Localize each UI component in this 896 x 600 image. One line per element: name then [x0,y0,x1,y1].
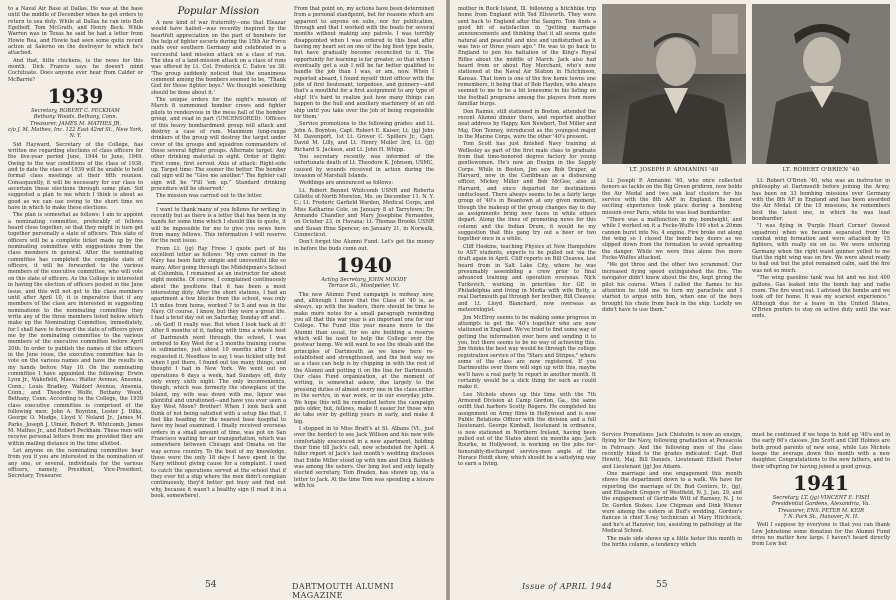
paragraph: The mission was carried out to the letter. [156,193,263,200]
secretary-line: Secretary, ROBERT C. PECKHAM [31,108,120,115]
class-year-heading: 1940 [336,253,392,278]
paragraph: Let anyone on the nominating committee hear from you if you are interested in the nomination of any one, or several, individuals for the various officers, namely, President, Vice-President, Secretary, Treasurer. [8,448,143,480]
paragraph: Don Raimie, still stationed in Boston, attended the recent Alumni dinner there, and reported another neat address by Happy. Ken Newbert, Ted Miller and Maj. Don Tenney, introduced as the youngest major in the Marine Corps, were the other '40's present. [458,108,596,140]
photo-caption-armanini: LT. JOSEPH P. ARMANINI '40 [629,167,719,173]
paragraph: From that point on, my actions have been determined from a personal standpoint, but for reasons which are apparent to anyone on subs, nor for publication, through and that I worked with the boats for several months without making any patrols. I was terribly disappointed when I was ordered to this boat after having my heart set on one of the big fleet type boats, but have gradually become reconciled to it. The opportunity for learning is far greater, so that when I eventually get a sub I will be far better qualified to handle the job than I was, or am, now. When I reported aboard, I found myself third officer with the jobs of first lieutenant, torpedoes, and gunnery—and that's a mouthful for a first assignment to any type of ship! It's hard to realize just how many things can happen to the hull and auxiliary machinery of an old ship until you take over the job of being responsible for them.' [294,6,434,120]
paragraph: Weddings are announced as follows: [299,180,394,187]
paragraph: I stopped in to Miss Bratt's at St. Albans (Vt., just over the border) to see Jack Willson and his new wife comfortably ensconced in a new apartment, holding their time till Jack's call, now scheduled for April. A fuller report of Jack's last month's wedding discloses that Eddie Miller stood up with him and Dick Baldock was among the ushers. Our long lost and only legally elected secretary, Tom Braden, has shown up, via a letter to Jack. At the time Tom was spending a leisure with his [294,425,434,489]
left-column-1 [8,6,143,481]
right-page [450,0,896,600]
paragraph: Service Promotions: Jack Chisholm is now an ensign, flying for the Navy, following graduation at Pensacola in February. And the following men of the class recently hiked to the grades indicated: Capt. Bud Hewitt, Maj. Bill Daniels, Lieutenant Elliott Foster and Lieutenant (jg) Joe Adams. [602,432,742,470]
paragraph: One marriage and one engagement this month shows the department down to a walk. We have for reporting the marriage of Dr. Bud Centers, Ir., (jg), and Elizabeth Gregory of Westfield, N. J., Jan. 29, and the engagement of Gertrude Witt of Ramsey, N. J. to Dr. Gordon Stokes. Lew Chipman and Dink Wiener were among the ushers at Bud's wedding. Gordon's fiancee is chief X-ray technician at Mary Hitchcock, and he's at Hanover, too, assisting in pathology at the Medical School. [602,471,742,535]
paragraph: "We got three and the other two scrammed. Our increased flying speed extinguished the fire. The navigator didn't know about the fire, kept giving the pilot his course. When I called the flames to his attention he told me to turn my parachute and I started to argue with him, when one of the boys brought his chute from back in the ship. Luckily we didn't have to use them." [602,262,742,313]
photo-caption-obrien: LT. ROBERT O'BRIEN '40 [782,167,860,173]
paragraph: Service promotions to the following grades: and Lt. John A. Boynton, Capt. Robert E. Kaiser, Lt. (jg) John M. Davenport, 1st Lt. Grover C. Spillers Jr., Capt. David M. Lilly, and Lt. Henry Muller 3rd, Lt. (jg) Richard S. Jackson, and Lt. John H. Whipp. [294,121,434,153]
armanini-photo-figure [602,4,746,164]
paragraph: Lt. Joseph P. Armanini '40, who once collected honors as tackle on the Big Green gridiron, now holds the Air Medal and two oak leaf clusters for his service with the 8th AAF in England. His most exciting experience took place during a bombing mission over Paris, while he was lead bombardier. [602,178,742,216]
popular-mission-heading: Popular Mission [177,6,260,17]
obrien-photo-figure [752,4,890,164]
paragraph: to a Naval Air Base at Dallas. He was at the base until the middle of December when he got orders to return to sea duty. While at Dallas he ran into Bob Egelhoff, Tom McGrath, and Henry Beck. While Warren was in Texas he said he had a letter from Howie Rea, and Howie had seen some quite recent action at Salerno on the destroyer to which he's attached. [8,6,143,57]
page-number: 55 [656,580,668,590]
paragraph: Jim McElroy seems to be making some progress in attempts to get the '40's together who are now stationed in England. We've tried to find some way of getting the information over here and sending it to you, but there seems to be no way of achieving this. Jim thinks the best way would be through the college registration service of the "Stars and Stripes," where some of the class are now registered. If you Dartmouths over there will sign up with this, maybe we'll have a real party to report in another month. It certainly would be a slick thing for such as could make it. [458,314,596,391]
paragraph: Lt. Robert Bennet Whitcomb USNR and Roberta Gillette of North Moreton, Mo. on December 11. N. Y. C.; Lt. Frederic Garfield Warden, Medical Corps, and Miss Katharine Cole, on January 8 at Tarrytown; Dr. Armando Chandler and Mary Josephine Fernandes, on October 23, in Havana; Lt. Thomas Brooks USNR and Susan Hine Spencer, on January 21, in Norwalk, Connecticut. [294,187,434,239]
paragraph: "There was a malfunction in my bombsight, and while I worked on it a Focke-Wulfe 190 shot a 20mm cannon burst into No. 4 engine. Fire broke out along the wing so I closed the bomb bay doors as we slipped down from the formation to avoid spreading the danger. While we were thus alone five more Focke-Wulfes attacked. [602,217,742,262]
secretary-line: Secretary, LT. (jg) VINCENT E. FISH [772,495,870,502]
section-divider [157,203,280,204]
paragraph: Lee Nichols shows up this time with the 7th Armored Division at Camp Gordon, Ga., the same outfit that harbors Scotty Rogers. He completed his assignment on Army films in Hollywood and is now Public Relations Officer with the division and a full lieutenant. George Kimball, lieutenant in ordnance, is now stationed in Northern Ireland, having been pulled out of the States about six months ago. Jack Rourke, in Hollywood, is working on the jobs for-honorably-discharged service-men angle of the Horace Heidt show, which should be a satisfying way to earn a living. [458,391,596,468]
treasurer-address: c/o J. M. Mathes, Inc. 122 East 42nd St., New York, N. Y. [8,127,143,140]
secretary-line: Acting Secretary, JOHN MOODY [321,277,407,284]
secretary-address: Presidential Gardens, Alexandria, Va. [771,501,871,508]
paragraph: "I was flying in 'Purple Heart Corner' (lowest squadron) when we became separated from the combat wing formation and were attacked by 15 fighters, with really six on us. We were entering Germany when the right waist gunner yelled to me that the right wing was on fire. We were about ready to bail out but the pilot remained calm, said the fire was not so much. [752,223,890,274]
paragraph: The unique orders for the night's mission of March 8 summoned bomber crews and fighter pilots to rendezvous in the mess hall of the bomber group, and read in part (UNCENSORED): 'Officers of this heavy bombardment group will attack and destroy a case of rum. Maximum long-range drinkers of the group will destroy the target under cover of the groups and squadron commanders of these several fighter groups. Alternate target: Any other drinking material in sight. Order of flight: First come, first served. Axis of attack: Right-side up. Target time: The sooner the better. The bomber call sign will be "Give me another." The fighter call sign will be "Fill 'em up." Standard drinking procedure will be observed.' [151,97,286,192]
paragraph: "The wing gasoline tank was hit and we lost 400 gallons. Gas leaked into the bomb bay and radio room. The fire went out. I advised the bombs and we took off for home. It was my scariest experience." Although due for a leave in the United States, O'Brien prefers to stay on active duty until the war ends. [752,275,890,320]
right-column-2 [602,178,742,314]
paragraph: Don't forget the Alumni Fund. Let's get the money in before the buds come out. [294,239,434,252]
page-footer: DARTMOUTH ALUMNI MAGAZINE [292,582,394,600]
class-year-heading: 1941 [793,471,849,496]
left-page [0,0,446,600]
right-column-1 [458,6,596,469]
left-column-3 [294,6,434,490]
portrait-photo-obrien [752,4,890,164]
paragraph: The new Alumni Fund campaign is midway now, and, although I know that the Class of '40 is, as always, up with the leaders, there should be time to make more notes for a small paragraph reminding you all that this war year is an important one for our College. The Fund this year means more to the Alumni than usual, for we are building a reserve which will be used to help the College over the postwar bump. We will want to see the ideals and the principles of Dartmouth as we knew here re-established and strengthened, and the best way we as a class can help is by chipping in with the rest of the Alumni and putting it on the line for Dartmouth. Our class Fund organization, at the moment of writing, is somewhat askew, due largely to the pressing duties of almost every one in the class either in the service, in war work, or in our everyday jobs. We hope this will be remedied before the campaign gets older, but, fellows, make it easier for those who do take over by getting yours in early, and make it big. [294,291,434,425]
portrait-photo-armanini [602,4,746,164]
treasurer-line: Treasurer, JAMES M. MATHES JR. [30,120,121,127]
right-bottom-column-2 [752,432,890,549]
right-bottom-column-1 [602,432,742,549]
secretary-address: Bethany Woods, Bethany, Conn. [33,114,118,121]
paragraph: must be continued if we hope to hold up '40's end in the early 60's classes. Jim Scott and Cliff Holmes are both proud parents of new sons, while Les Nichols keeps the average down this month with a new daughter. Congratulations to the new fathers, and to their offspring for having joined a good group. [752,432,890,470]
paragraph: Lt. Robert O'Brien '40, who was an instructor in philosophy at Dartmouth before joining the Army, has been on 33 bombing missions over Germany with the 8th AF in England and has been awarded the Air Medal. Of the 15 missions, he remembers best the latest one, in which he was lead bombardier. [752,178,890,223]
paragraph: mother in Rock Island, Ill. following a hitchhike trip home from England with Ted Ellsworth. They were sent back to England after the Sangro. Tom finds a good bit of satisfaction in "getting marriage announcements and thinking that it all seems quite natural and peaceful and nice and undisturbed as it was two or three years ago." He was to go back to England to join his battalion of the King's Royal Rifles about the middle of March. Jack also had heard from or about Roy Merchant, who's now stationed at the Naval Air Station in Hutchinson, Kansas. That town is one of the few home towns one remembers, it being that of Bob Hayden, who always seemed to me to be a bit lonesome in his listing on the football programs among the players from more familiar burgs. [458,6,596,108]
paragraph: Well I suppose by everyone is that you can thank Lew Johnstone some donation for the Alumni Fund drive no matter how large. I haven't heard directly from Lew but [752,522,890,548]
treasurer-line: Treasurer, ENS. PETER M. KEIR [777,507,865,514]
page-number: 54 [205,580,217,590]
paragraph: I want to thank many of you fellows for writing in recently but as there is a letter that has been in my hands for some time which I should like to quote, it will be impossible for me to give you news here from many fellows. This information I will reserve for the next issue. [151,206,286,245]
paragraph: You secretary recently was informed of the unfortunate death of Lt. Theodore K. Johnson, USMC, caused by wounds received in action during the invasion of Marshall Islands. [294,153,434,179]
right-column-3 [752,178,890,321]
page-footer: Issue of APRIL 1944 [522,582,613,591]
paragraph: Cliff Hoskins, teaching Physics at New Hampshire to AST students, expects to be pulled out via the draft again in April. Cliff reports on Bill Cleaves, last heard from in Salt Lake City, where he was presumably assembling a crew prior to final advanced training and operation overseas. Nick Turkevich, working in priorities for GE in Philadelphia and living in Media with wife Betty, a real Dartmouth gal through her brother, Bill Cleaves; and Lt. Lloyd Blanchard, now overseas as meteorologist. [458,243,596,314]
paragraph: The male side shows up a little faster this month in the births column, a tendency which [602,535,742,548]
left-column-2 [151,6,286,500]
paragraph: Tom Scott has just finished Navy training at Wellesley as part of the first male class to graduate from that time-honored degree factory for young gentlewomen. He's now an Ensign in the Supply Corps. While in Boston, Jim saw Bob Draper, at Harvard, now in the Caribbean as a disbursing officer, Mickey Miller and Bob McGee, also at Harvard, and since departed for destinations undisclosed. There always seems to be a fairly large group of '40's in Beantown at any given moment, though the makeup of the group changes day to day as assignments bring new faces in while others depart. Along the lines of promoting news for this column and the Indian Drum, it would be my suggestion that this gang try out a beer or two together once in a while. [458,141,596,243]
treasurer-address: 7 N. Park St., Hanover, N. H. [783,513,859,520]
paragraph: The plan is somewhat as follows: I am to appoint a nominating committee, preferably of fellows heard close together, so that they might in turn get together personally a slate of officers. This slate of officers will be a complete ticket made up by the nominating committee with suggestions from the class members in general. After the nominating committee has completed the complete slate of officers, it will be forwarded to the various members of the executive committee, who will vote on this slate of officers. As the College is interested in having the election of officers posted in the June issue, and this will not get to the class members until after April 10, it is imperative that if any members of the class are interested in suggesting nominations to the nominating committee they write any of the three members listed below which make up the Nominating Committee, immediately, for I shall have to forward the slate of officers given me by the nominating committee to the various members of the executive committee before April 20th. In order to publish the names of the officers in the June issue, the executive committee has to vote on the various names and have the results in my hands before May 10. On the nominating committee I have appointed the following: Erwin Lyon Jr., Wakefield, Mass.; Walter Avenue, Ansonia, Conn.; Louis Bradley, Waldorf Avenue, Ansonia, Conn.; and Theodore Wolfe, Bethany Wood, Bethany, Conn. According to the College, the 1939 class executive committee is comprised of the following men: John A. Boynton, Lester J. Dilks, George O. Mudge, Lloyd V. Noland Jr., James M. Parks, Joseph J. Ulmer, Robert R. Whitcomb, James M. Mathes Jr., and Robert Peckham. These men will receive personal letters from me provided they are within mailing distance in the time allotted. [8,212,143,447]
secretary-address: Terrace St., Montpelier, Vt. [328,283,400,290]
paragraph: Sid Hayward, Secretary of the College, has written me regarding elections of class officers for the five-year period June, 1944 to June, 1949. Owing to the war conditions of the class of 1938, and to date the class of 1939 will be unable to hold formal class meetings at their fifth reunion. Consequently, it will be necessary for our class to ascertain these elections through some plan. Sid suggested a plan to me which I think is about as good as we can use owing to the short time we have in which to make these elections. [8,141,143,212]
paragraph: And that, little chickens, is the news for this month. Dick Francis says he doesn't mind Cochituate. Does anyone ever hear from Calder or McBarrie? [8,57,143,83]
paragraph: A new kind of war fraternity—one that Eleazar would have hailed—was recently inspired by the heartfelt appreciation on the part of bombers for the help of fighter escorts during the 15th Air Force raids over southern Germany and celebrated in a successful land mission attack on a class of run. The idea of a land-mission attack on a class of runs was offered by Lt. Col. Frederick C. Eaton 'ex 38: 'The group suddenly noticed that the unanimous comment among the bombers seemed to be, "Thank God for those fighter boys." We thought something should be done about it.' [151,20,286,96]
paragraph: From Lt. (jg) Ray Frese I quote part of his excellent letter as follows: 'My own career in the Navy has been fairly simple and uneventful like so many. After going through the Midshipman's School at Columbia, I remained as an instructor for about eight months. Of course, I complained continuously about the positions that it has been a most interesting duty. After the short stations, I had an apartment a few blocks from the school, was only 15 miles from home, worked 7 to 5 and was in the Navy. Of course, I know, but they were a great life. I had a brief day out on Saturday, Sunday off and . . . oh God! It really was. But when I look back at it! After 8 months of it, fading with time a whole host of Dartmouth went through the school, I was ordered to Key West for a 3 months training course in submarine, just about 10 months after I first requested it. Needless to say, I was tickled silly but when I got there, I found out too many things, and thought I had in New York. We went out on operations 6 days a week, had Sundays off, duty only every sixth night. The only inconvenience, though, which was formerly the showplace of the Island, my wife was down with me, liquor was plentiful and unrationed—and have you ever seen a Key West Moon? Brother! When I look back and think of not being satisfied with a setup like that, I feel like heading for the nearest base hospital to have my head examined. I finally received overseas orders in a small amount of time, was put on San Francisco waiting for air transportation, which was somewhere between Chicago and Omaha on the way across country. To the best of my knowledge, those were the only 18 days I have spent in the Navy without giving cause for a complaint. I used to catch the operations served at the school that if they ever hit a ship where the men didn't complain continuously, they'd better get busy and find out why, because it wasn't a healthy sign (I read it in a book, somewhere). [151,245,286,500]
class-year-heading: 1939 [47,84,104,109]
